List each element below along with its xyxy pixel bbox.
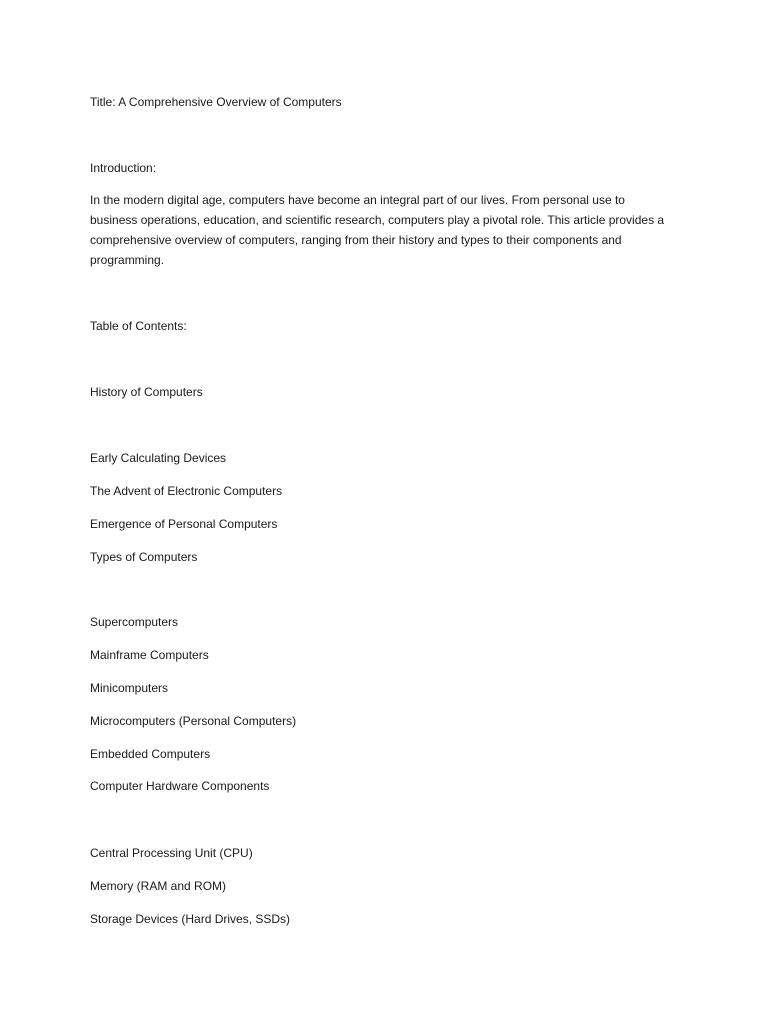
toc-item: Memory (RAM and ROM)	[90, 879, 227, 893]
toc-item: Types of Computers	[90, 550, 198, 564]
document-title: Title: A Comprehensive Overview of Computers	[90, 95, 342, 109]
toc-item: Central Processing Unit (CPU)	[90, 846, 253, 860]
toc-item: Microcomputers (Personal Computers)	[90, 714, 297, 728]
toc-item: Supercomputers	[90, 615, 179, 629]
introduction-paragraph: In the modern digital age, computers have become an integral part of our lives. From personal use to business operations, education, and scientific research, computers play a pivotal role. This article provides a comprehensive overview of computers, ranging from their history and types to their components and programming.	[90, 193, 665, 267]
toc-item: Mainframe Computers	[90, 648, 209, 662]
introduction-heading: Introduction:	[90, 161, 157, 175]
toc-item: Minicomputers	[90, 681, 169, 695]
toc-item: Embedded Computers	[90, 747, 211, 761]
toc-item: Early Calculating Devices	[90, 451, 227, 465]
toc-item: Computer Hardware Components	[90, 779, 270, 793]
toc-item: The Advent of Electronic Computers	[90, 484, 283, 498]
toc-heading: Table of Contents:	[90, 319, 187, 333]
toc-item: Emergence of Personal Computers	[90, 517, 278, 531]
toc-item-history: History of Computers	[90, 385, 203, 399]
toc-item: Storage Devices (Hard Drives, SSDs)	[90, 912, 291, 926]
